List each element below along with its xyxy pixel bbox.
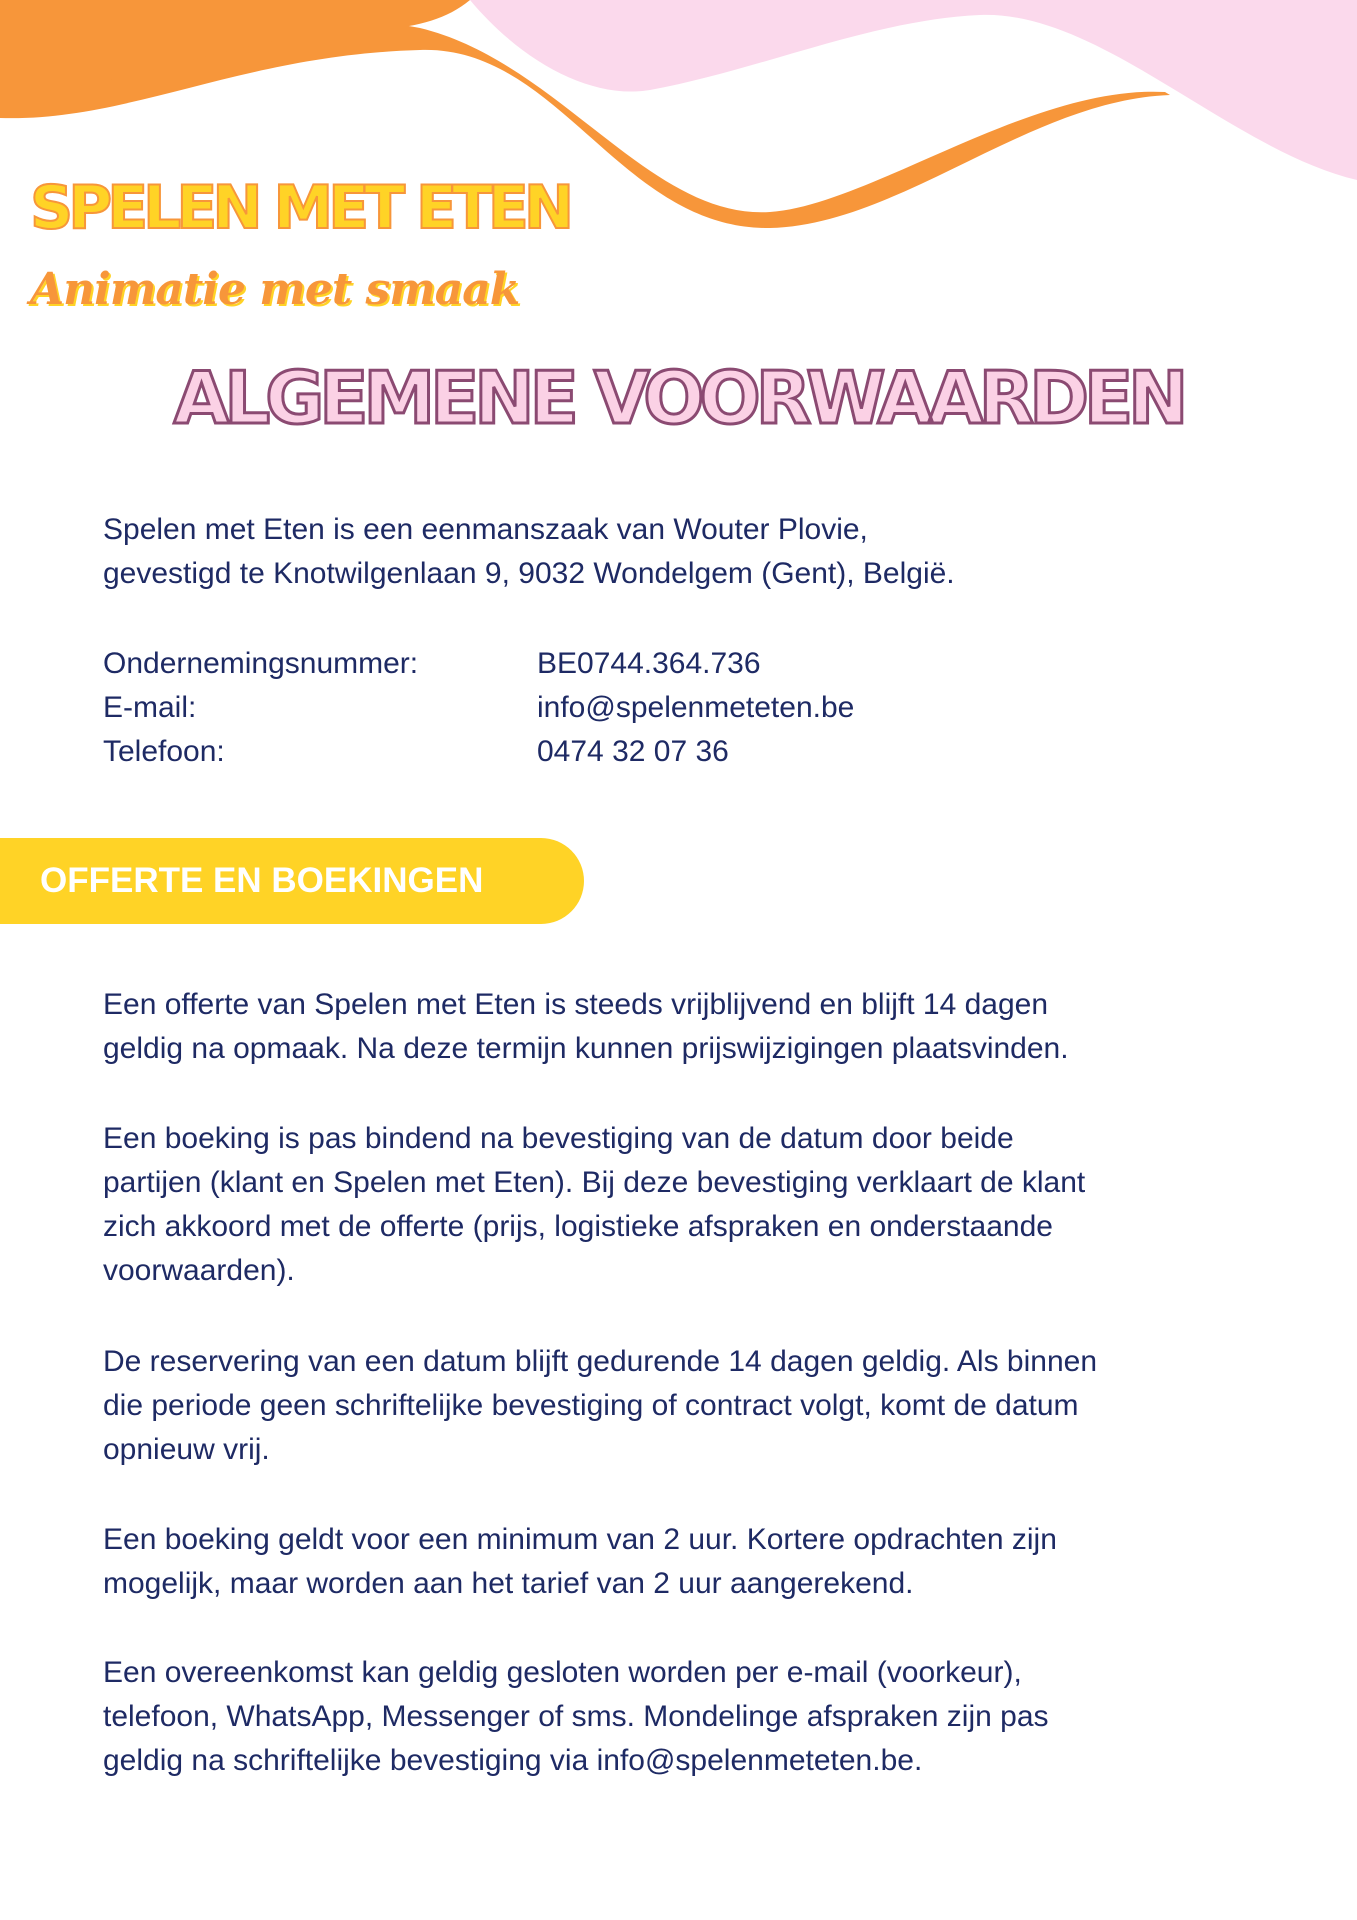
company-number-value: BE0744.364.736 bbox=[537, 647, 761, 680]
company-intro bbox=[103, 508, 1343, 596]
contact-row-phone bbox=[103, 730, 1103, 774]
paragraph-line: De reservering van een datum blijft gedurende 14 dagen geldig. Als binnen bbox=[103, 1345, 1098, 1378]
paragraph-line: telefoon, WhatsApp, Messenger of sms. Mondelinge afspraken zijn pas bbox=[103, 1700, 1049, 1733]
paragraph-line: Een boeking is pas bindend na bevestiging van de datum door beide bbox=[103, 1122, 1014, 1155]
paragraph-line: mogelijk, maar worden aan het tarief van 2 uur aangerekend. bbox=[103, 1567, 914, 1600]
document-title: ALGEMENE VOORWAARDEN bbox=[173, 356, 1184, 440]
paragraph-line: geldig na schriftelijke bevestiging via info@spelenmeteten.be. bbox=[103, 1744, 923, 1777]
intro-line: gevestigd te Knotwilgenlaan 9, 9032 Wondelgem (Gent), België. bbox=[103, 557, 955, 590]
pink-wave bbox=[470, 0, 1357, 180]
contact-details bbox=[103, 642, 1103, 774]
paragraph-line: voorwaarden). bbox=[103, 1254, 295, 1287]
paragraph-line: die periode geen schriftelijke bevestiging of contract volgt, komt de datum bbox=[103, 1389, 1079, 1422]
paragraph-line: opnieuw vrij. bbox=[103, 1433, 270, 1466]
paragraph-line: partijen (klant en Spelen met Eten). Bij deze bevestiging verklaart de klant bbox=[103, 1166, 1086, 1199]
paragraph-overeenkomst bbox=[103, 1651, 1343, 1783]
email-value: info@spelenmeteten.be bbox=[537, 691, 855, 724]
section-heading-pill bbox=[0, 838, 584, 924]
contact-row-company-number bbox=[103, 642, 1103, 686]
contact-label: Telefoon: bbox=[103, 735, 225, 768]
brand-tagline: Animatie met smaak bbox=[30, 264, 520, 315]
contact-label: Ondernemingsnummer: bbox=[103, 647, 419, 680]
paragraph-minimum bbox=[103, 1518, 1343, 1606]
paragraph-boeking bbox=[103, 1117, 1343, 1293]
paragraph-reservering bbox=[103, 1340, 1343, 1472]
paragraph-line: geldig na opmaak. Na deze termijn kunnen prijswijzigingen plaatsvinden. bbox=[103, 1032, 1069, 1065]
paragraph-offerte bbox=[103, 983, 1343, 1071]
paragraph-line: Een boeking geldt voor een minimum van 2 uur. Kortere opdrachten zijn bbox=[103, 1523, 1057, 1556]
section-heading: OFFERTE EN BOEKINGEN bbox=[40, 861, 484, 900]
paragraph-line: Een offerte van Spelen met Eten is steeds vrijblijvend en blijft 14 dagen bbox=[103, 988, 1049, 1021]
contact-label: E-mail: bbox=[103, 691, 197, 724]
paragraph-line: zich akkoord met de offerte (prijs, logistieke afspraken en onderstaande bbox=[103, 1210, 1053, 1243]
paragraph-line: Een overeenkomst kan geldig gesloten worden per e-mail (voorkeur), bbox=[103, 1656, 1022, 1689]
intro-line: Spelen met Eten is een eenmanszaak van Wouter Plovie, bbox=[103, 513, 868, 546]
brand-name: SPELEN MET ETEN bbox=[30, 173, 570, 243]
contact-row-email bbox=[103, 686, 1103, 730]
phone-value: 0474 32 07 36 bbox=[537, 735, 729, 768]
